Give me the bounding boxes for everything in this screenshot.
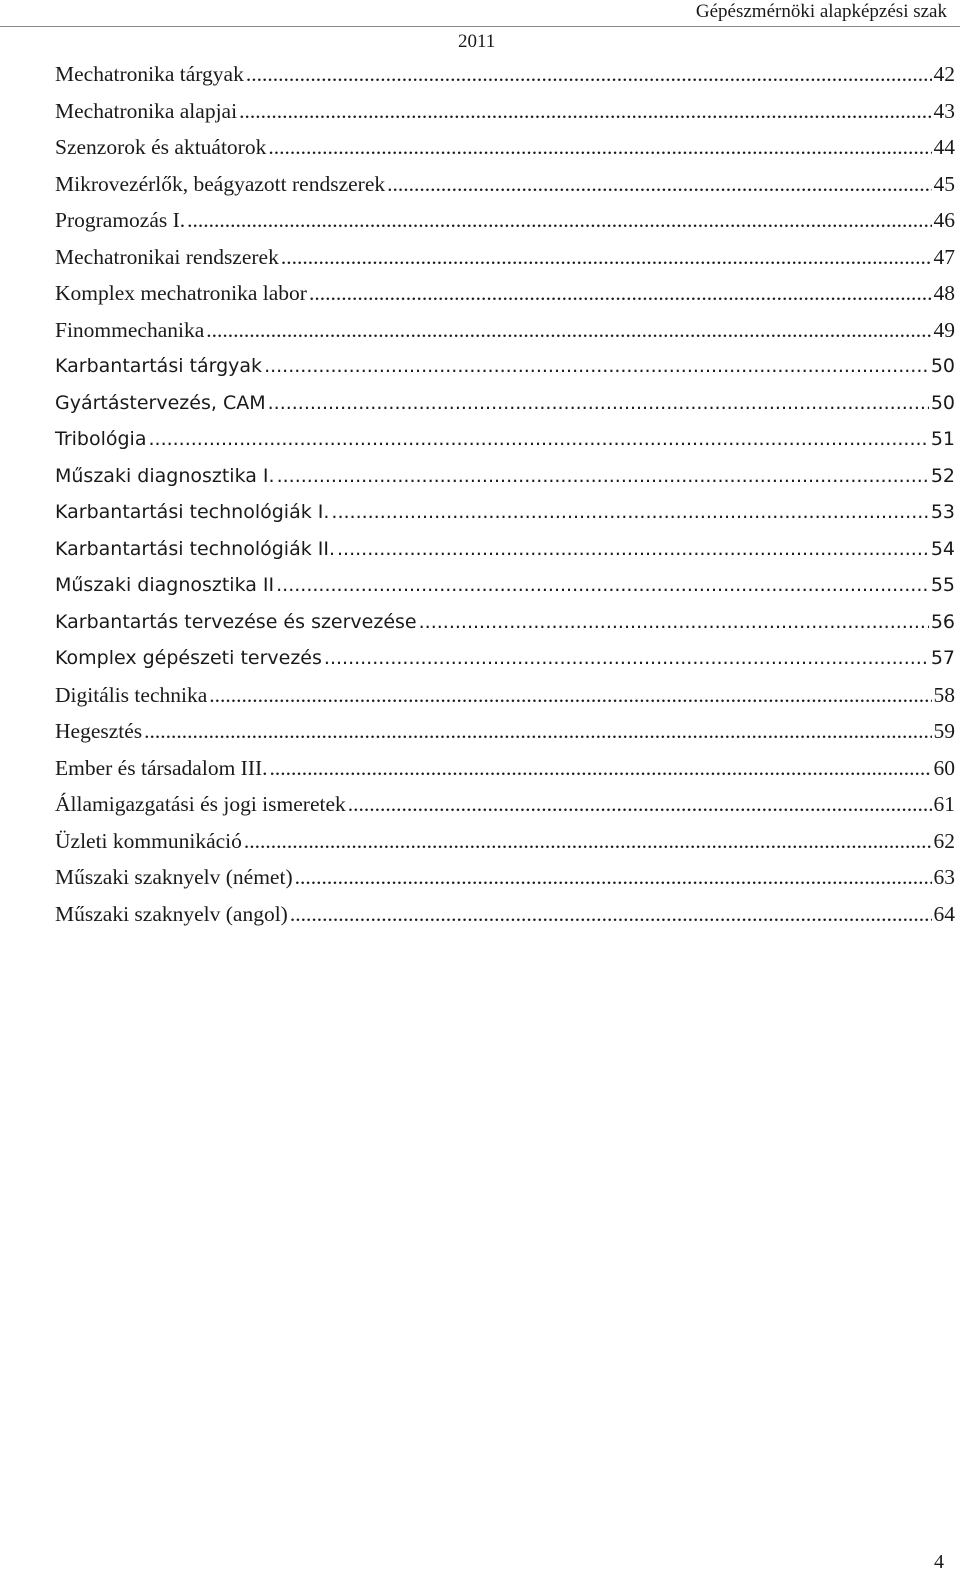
toc-entry-title: Karbantartási technológiák I.	[55, 501, 330, 523]
toc-entry-page: 63	[933, 865, 955, 889]
toc-entry[interactable]	[55, 312, 955, 349]
toc-entry-page: 57	[930, 647, 955, 669]
toc-dot-leader	[387, 166, 931, 203]
toc-entry-page: 45	[933, 171, 955, 196]
toc-dot-leader	[244, 823, 932, 860]
toc-entry-title: Műszaki szaknyelv (német)	[55, 865, 293, 889]
toc-dot-leader	[324, 640, 929, 677]
toc-entry-page: 54	[930, 537, 955, 560]
toc-entry[interactable]	[55, 56, 955, 93]
toc-entry-title: Gyártástervezés, CAM	[55, 391, 266, 414]
toc-entry[interactable]	[55, 713, 955, 750]
toc-entry-page: 51	[930, 428, 955, 450]
toc-entry[interactable]	[55, 677, 955, 714]
toc-entry[interactable]	[55, 750, 955, 787]
toc-entry-title: Hegesztés	[55, 719, 143, 743]
toc-entry[interactable]	[55, 421, 955, 458]
toc-entry-title: Mechatronika alapjai	[55, 98, 238, 123]
toc-dot-leader	[270, 750, 932, 787]
toc-dot-leader	[419, 604, 929, 641]
toc-dot-leader	[239, 93, 931, 130]
toc-entry-title: Digitális technika	[55, 682, 208, 707]
toc-entry-title: Finommechanika	[55, 317, 205, 342]
toc-entry-title: Mechatronikai rendszerek	[55, 244, 279, 269]
toc-entry-title: Műszaki diagnosztika II	[55, 574, 275, 596]
page-number: 4	[934, 1551, 944, 1573]
toc-entry-title: Tribológia	[55, 428, 147, 450]
toc-entry[interactable]	[55, 823, 955, 860]
toc-dot-leader	[268, 385, 929, 422]
toc-entry-title: Államigazgatási és jogi ismeretek	[55, 792, 346, 816]
toc-dot-leader	[281, 239, 932, 276]
toc-entry-page: 44	[933, 135, 955, 159]
toc-entry-title: Szenzorok és aktuátorok	[55, 135, 267, 159]
toc-entry-page: 50	[930, 391, 955, 414]
toc-entry-page: 42	[933, 62, 955, 86]
toc-entry-page: 52	[930, 464, 955, 487]
toc-dot-leader	[348, 786, 932, 823]
toc-entry-page: 58	[933, 682, 955, 707]
toc-entry[interactable]	[55, 786, 955, 823]
header-title: Gépészmérnöki alapképzési szak	[695, 1, 947, 22]
toc-entry-page: 64	[933, 901, 955, 926]
toc-dot-leader	[331, 494, 928, 531]
toc-entry-page: 62	[933, 828, 955, 853]
toc-entry-title: Műszaki diagnosztika I.	[55, 464, 275, 487]
toc-dot-leader	[295, 859, 932, 896]
toc-dot-leader	[187, 202, 931, 239]
toc-dot-leader	[246, 56, 932, 93]
toc-dot-leader	[309, 275, 932, 312]
toc-entry-page: 56	[930, 610, 955, 633]
toc-dot-leader	[148, 421, 928, 458]
toc-entry[interactable]	[55, 129, 955, 166]
toc-entry-page: 61	[933, 792, 955, 816]
toc-entry[interactable]	[55, 348, 955, 385]
toc-entry[interactable]	[55, 567, 955, 604]
toc-entry[interactable]	[55, 859, 955, 896]
toc-entry-title: Karbantartási technológiák II.	[55, 537, 336, 560]
toc-entry-page: 48	[933, 281, 955, 305]
toc-entry-title: Komplex mechatronika labor	[55, 281, 307, 305]
toc-entry-title: Műszaki szaknyelv (angol)	[55, 901, 288, 926]
toc-dot-leader	[337, 531, 929, 568]
toc-entry-page: 46	[933, 208, 955, 232]
toc-entry-title: Komplex gépészeti tervezés	[55, 647, 322, 669]
toc-entry[interactable]	[55, 458, 955, 495]
toc-entry[interactable]	[55, 239, 955, 276]
toc-dot-leader	[264, 348, 929, 385]
table-of-contents	[55, 56, 955, 932]
toc-entry-title: Karbantartási tárgyak	[55, 355, 263, 377]
toc-entry[interactable]	[55, 531, 955, 568]
toc-entry-title: Karbantartás tervezése és szervezése	[55, 610, 417, 633]
toc-entry[interactable]	[55, 896, 955, 933]
header-rule	[0, 26, 960, 27]
toc-dot-leader	[144, 713, 931, 750]
toc-entry[interactable]	[55, 93, 955, 130]
toc-entry-title: Mikrovezérlők, beágyazott rendszerek	[55, 171, 386, 196]
toc-entry-title: Mechatronika tárgyak	[55, 62, 244, 86]
toc-entry-page: 55	[930, 574, 955, 596]
toc-entry-title: Ember és társadalom III.	[55, 755, 268, 780]
toc-entry-page: 50	[930, 355, 955, 377]
toc-entry-page: 43	[933, 98, 955, 123]
toc-entry[interactable]	[55, 275, 955, 312]
toc-entry-page: 47	[933, 244, 955, 269]
toc-entry-page: 53	[930, 501, 955, 523]
toc-entry[interactable]	[55, 202, 955, 239]
toc-dot-leader	[206, 312, 931, 349]
toc-dot-leader	[209, 677, 931, 714]
toc-entry[interactable]	[55, 494, 955, 531]
toc-entry[interactable]	[55, 385, 955, 422]
toc-dot-leader	[277, 458, 929, 495]
toc-dot-leader	[276, 567, 929, 604]
toc-dot-leader	[290, 896, 932, 933]
toc-entry-title: Üzleti kommunikáció	[55, 828, 242, 853]
toc-entry[interactable]	[55, 604, 955, 641]
toc-entry-page: 49	[933, 317, 955, 342]
header-year: 2011	[458, 31, 496, 52]
toc-entry[interactable]	[55, 166, 955, 203]
toc-entry-title: Programozás I.	[55, 208, 186, 232]
toc-entry-page: 59	[933, 719, 955, 743]
toc-entry[interactable]	[55, 640, 955, 677]
toc-dot-leader	[268, 129, 931, 166]
toc-entry-page: 60	[933, 755, 955, 780]
